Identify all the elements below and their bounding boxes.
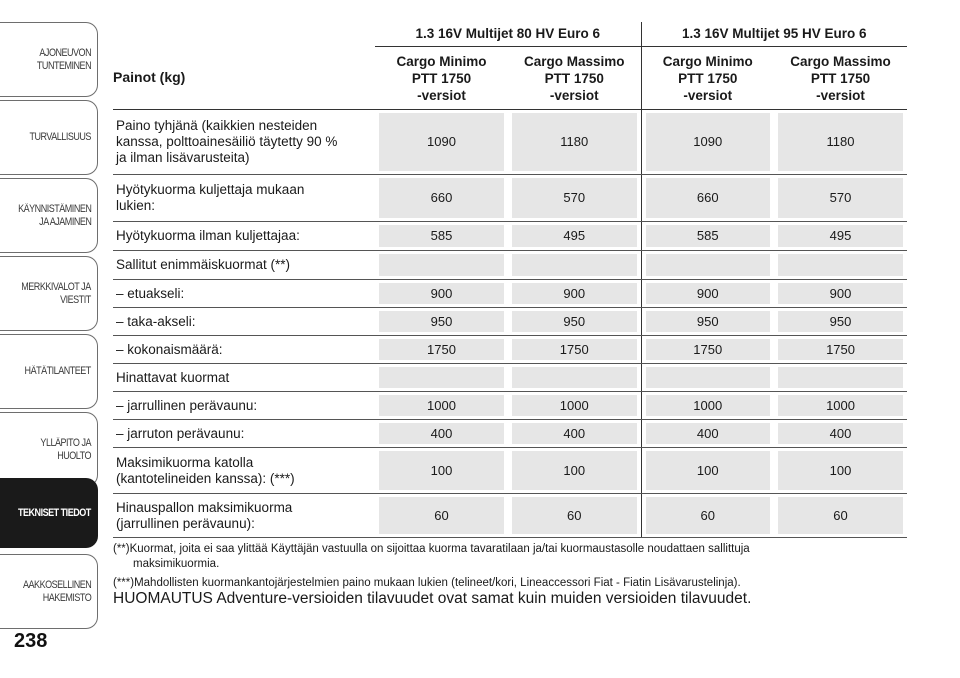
cell-value [512, 367, 637, 388]
row-label: Hyötykuorma kuljettaja mukaan lukien: [113, 175, 375, 222]
chapter-tab-label: HÄTÄTILANTEET [24, 365, 91, 377]
cell-value [646, 367, 771, 388]
chapter-tab-label: YLLÄPITO JA HUOLTO [40, 436, 91, 462]
cell-value: 950 [646, 311, 771, 332]
value-cell [375, 110, 508, 175]
value-cell [641, 222, 774, 251]
value-cell [641, 280, 774, 308]
value-cell [641, 336, 774, 364]
cell-value: 950 [512, 311, 637, 332]
weights-table-body [113, 110, 907, 538]
value-cell [641, 448, 774, 494]
cell-value: 900 [512, 283, 637, 304]
table-row [113, 251, 907, 280]
cell-value: 1750 [646, 339, 771, 360]
value-cell [508, 392, 641, 420]
value-cell [508, 336, 641, 364]
value-cell [508, 420, 641, 448]
cell-value: 950 [379, 311, 504, 332]
cell-value: 1750 [379, 339, 504, 360]
table-row [113, 420, 907, 448]
chapter-tab-3[interactable] [0, 178, 98, 253]
cell-value: 100 [646, 451, 771, 490]
chapter-tab-8[interactable] [0, 554, 98, 629]
row-label: – jarrullinen perävaunu: [113, 392, 375, 420]
cell-value: 495 [512, 225, 637, 247]
cell-value: 60 [646, 497, 771, 534]
chapter-tab-label: TEKNISET TIEDOT [18, 506, 91, 519]
value-cell [375, 336, 508, 364]
cell-value: 900 [778, 283, 903, 304]
cell-value: 495 [778, 225, 903, 247]
cell-value: 60 [379, 497, 504, 534]
value-cell [508, 175, 641, 222]
row-label: – taka-akseli: [113, 308, 375, 336]
table-row [113, 448, 907, 494]
cell-value: 570 [512, 178, 637, 218]
value-cell [774, 392, 907, 420]
value-cell [774, 175, 907, 222]
weights-table [113, 22, 907, 538]
row-header-label: Painot (kg) [113, 47, 375, 110]
engine-header-2: 1.3 16V Multijet 95 HV Euro 6 [641, 22, 907, 47]
value-cell [774, 336, 907, 364]
cell-value: 100 [778, 451, 903, 490]
cell-value: 900 [379, 283, 504, 304]
chapter-tab-4[interactable] [0, 256, 98, 331]
value-cell [508, 110, 641, 175]
cell-value: 1750 [512, 339, 637, 360]
value-cell [375, 364, 508, 392]
table-row [113, 336, 907, 364]
value-cell [508, 222, 641, 251]
version-header-3: Cargo Minimo PTT 1750 -versiot [641, 47, 774, 110]
value-cell [508, 280, 641, 308]
row-label: Hinauspallon maksimikuorma (jarrullinen perävaunu): [113, 494, 375, 538]
value-cell [375, 448, 508, 494]
table-row [113, 222, 907, 251]
page-number: 238 [14, 630, 48, 652]
value-cell [375, 420, 508, 448]
row-label: Maksimikuorma katolla (kantotelineiden kanssa): (***) [113, 448, 375, 494]
row-label: – kokonaismäärä: [113, 336, 375, 364]
value-cell [375, 494, 508, 538]
footnote-loads: (**)Kuormat, joita ei saa ylittää Käyttäjän vastuulla on sijoittaa kuorma tavaratilaan ja/tai kuormaustasolle noudattaen sallittuja [113, 543, 750, 555]
value-cell [774, 110, 907, 175]
cell-value: 100 [512, 451, 637, 490]
chapter-tab-5[interactable] [0, 334, 98, 409]
weights-section [113, 22, 907, 606]
cell-value: 1000 [778, 395, 903, 416]
cell-value: 1180 [512, 113, 637, 171]
value-cell [641, 110, 774, 175]
value-cell [508, 364, 641, 392]
header-blank [113, 22, 375, 47]
value-cell [774, 308, 907, 336]
cell-value: 1090 [379, 113, 504, 171]
cell-value [778, 367, 903, 388]
cell-value: 1000 [646, 395, 771, 416]
chapter-tab-6[interactable] [0, 412, 98, 487]
value-cell [774, 280, 907, 308]
version-header-1: Cargo Minimo PTT 1750 -versiot [375, 47, 508, 110]
value-cell [375, 222, 508, 251]
cell-value [646, 254, 771, 276]
value-cell [774, 494, 907, 538]
table-row [113, 364, 907, 392]
cell-value [512, 254, 637, 276]
value-cell [375, 251, 508, 280]
cell-value: 660 [646, 178, 771, 218]
value-cell [641, 392, 774, 420]
cell-value: 60 [512, 497, 637, 534]
value-cell [641, 494, 774, 538]
chapter-tab-label: AJONEUVON TUNTEMINEN [36, 46, 91, 72]
value-cell [641, 364, 774, 392]
cell-value: 400 [778, 423, 903, 444]
chapter-tab-label: AAKKOSELLINEN HAKEMISTO [22, 578, 91, 604]
value-cell [375, 175, 508, 222]
cell-value: 1750 [778, 339, 903, 360]
cell-value: 400 [379, 423, 504, 444]
version-header-2: Cargo Massimo PTT 1750 -versiot [508, 47, 641, 110]
value-cell [641, 175, 774, 222]
cell-value: 1000 [512, 395, 637, 416]
cell-value: 950 [778, 311, 903, 332]
cell-value: 585 [646, 225, 771, 247]
chapter-tab-label: TURVALLISUUS [29, 131, 91, 143]
footnote-loads-continued: maksimikuormia. [133, 558, 220, 570]
table-row [113, 494, 907, 538]
table-row [113, 392, 907, 420]
cell-value [379, 367, 504, 388]
cell-value: 1000 [379, 395, 504, 416]
value-cell [508, 251, 641, 280]
cell-value: 400 [646, 423, 771, 444]
value-cell [375, 308, 508, 336]
cell-value: 570 [778, 178, 903, 218]
row-label: – etuakseli: [113, 280, 375, 308]
footnote-roof-carrier: (***)Mahdollisten kuormankantojärjestelmien paino mukaan lukien (telineet/kori, Lineaccessori Fiat - Fiatin Lisävarustelinja). [113, 577, 741, 589]
engine-header-1: 1.3 16V Multijet 80 HV Euro 6 [375, 22, 641, 47]
value-cell [774, 251, 907, 280]
cell-value: 900 [646, 283, 771, 304]
table-row [113, 175, 907, 222]
row-label: Sallitut enimmäiskuormat (**) [113, 251, 375, 280]
value-cell [375, 392, 508, 420]
value-cell [375, 280, 508, 308]
table-row [113, 280, 907, 308]
chapter-tab-1[interactable] [0, 22, 98, 97]
cell-value [379, 254, 504, 276]
chapter-tab-label: MERKKIVALOT JA VIESTIT [21, 280, 91, 306]
table-row [113, 110, 907, 175]
value-cell [508, 448, 641, 494]
version-header-4: Cargo Massimo PTT 1750 -versiot [774, 47, 907, 110]
value-cell [774, 364, 907, 392]
value-cell [508, 308, 641, 336]
value-cell [641, 251, 774, 280]
chapter-tab-2[interactable] [0, 100, 98, 175]
cell-value: 585 [379, 225, 504, 247]
cell-value [778, 254, 903, 276]
cell-value: 60 [778, 497, 903, 534]
value-cell [508, 494, 641, 538]
cell-value: 660 [379, 178, 504, 218]
value-cell [641, 308, 774, 336]
table-row [113, 308, 907, 336]
row-label: Hinattavat kuormat [113, 364, 375, 392]
footnotes [113, 542, 907, 606]
value-cell [641, 420, 774, 448]
chapter-tab-7[interactable] [0, 478, 98, 548]
adventure-note: HUOMAUTUS Adventure-versioiden tilavuudet ovat samat kuin muiden versioiden tilavuudet. [113, 590, 752, 607]
value-cell [774, 448, 907, 494]
cell-value: 1180 [778, 113, 903, 171]
value-cell [774, 222, 907, 251]
cell-value: 100 [379, 451, 504, 490]
row-label: Paino tyhjänä (kaikkien nesteiden kanssa, polttoainesäiliö täytetty 90 % ja ilman lisävarusteita) [113, 110, 375, 175]
cell-value: 400 [512, 423, 637, 444]
cell-value: 1090 [646, 113, 771, 171]
row-label: Hyötykuorma ilman kuljettajaa: [113, 222, 375, 251]
chapter-tab-label: KÄYNNISTÄMINEN JA AJAMINEN [17, 202, 91, 228]
value-cell [774, 420, 907, 448]
row-label: – jarruton perävaunu: [113, 420, 375, 448]
